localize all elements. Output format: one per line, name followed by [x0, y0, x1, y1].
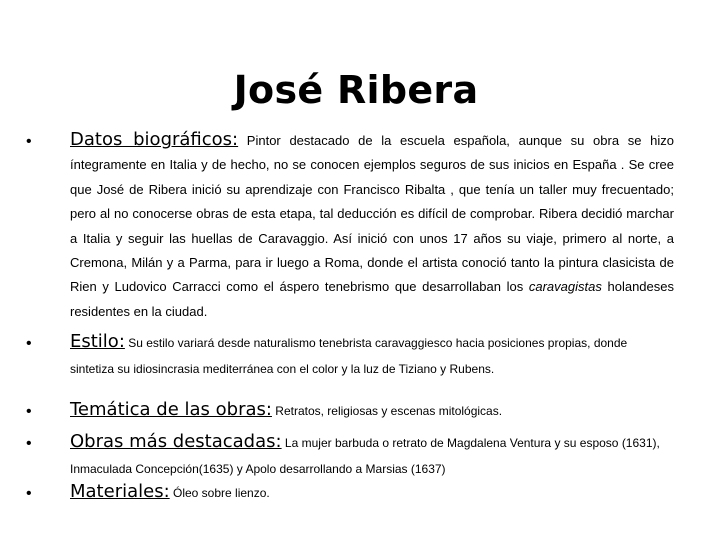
section-text-italic: caravagistas: [528, 279, 602, 295]
section-heading: Estilo:: [70, 331, 125, 352]
section-body: [70, 330, 674, 379]
bullet-icon: •: [26, 485, 32, 502]
section-continuation: sintetiza su idiosincrasia mediterránea con el color y la luz de Tiziano y Rubens.: [70, 362, 495, 376]
section-body: [70, 430, 674, 479]
bullet-icon: •: [26, 133, 32, 150]
section-heading: Datos biográficos:: [70, 129, 239, 150]
section-text: Retratos, religiosas y escenas mitológicas.: [271, 404, 503, 418]
section-body: [70, 128, 674, 324]
section-heading: Temática de las obras:: [70, 399, 272, 420]
section-text: Pintor destacado de la escuela española, aunque su obra se hizo íntegramente en Italia y de hecho, no se conocen ejemplos seguros de sus inicios en España . Se cree que José de Ribera inició su aprendizaje con Francisco Ribalta , que tenía un taller muy frecuentado; pero al no conocerse obras de esta etapa, tal deducción es difícil de comprobar. Ribera decidió marchar a Italia y seguir las huellas de Caravaggio. Así inició con unos 17 años su viaje, primero al norte, a Cremona, Milán y a Parma, para ir luego a Roma, donde el artista conoció tanto la pintura clasicista de Rien y Ludovico Carracci como el áspero tenebrismo que desarrollaban los: [70, 133, 675, 295]
section-text: La mujer barbuda o retrato de Magdalena Ventura y su esposo (1631),: [281, 436, 660, 450]
section-continuation: Inmaculada Concepción(1635) y Apolo desarrollando a Marsias (1637): [70, 462, 446, 476]
section-text: Su estilo variará desde naturalismo tenebrista caravaggiesco hacia posiciones propias, donde: [124, 336, 628, 350]
bullet-icon: •: [26, 435, 32, 452]
section-heading: Obras más destacadas:: [70, 431, 282, 452]
section-text: Óleo sobre lienzo.: [169, 486, 270, 500]
section-heading: Materiales:: [70, 481, 170, 502]
bullet-icon: •: [26, 403, 32, 420]
section-body: [70, 398, 674, 423]
section-text: holandeses residentes en la ciudad.: [70, 279, 674, 319]
bullet-icon: •: [26, 335, 32, 352]
section-body: [70, 480, 674, 505]
page-title: José Ribera: [233, 68, 479, 112]
